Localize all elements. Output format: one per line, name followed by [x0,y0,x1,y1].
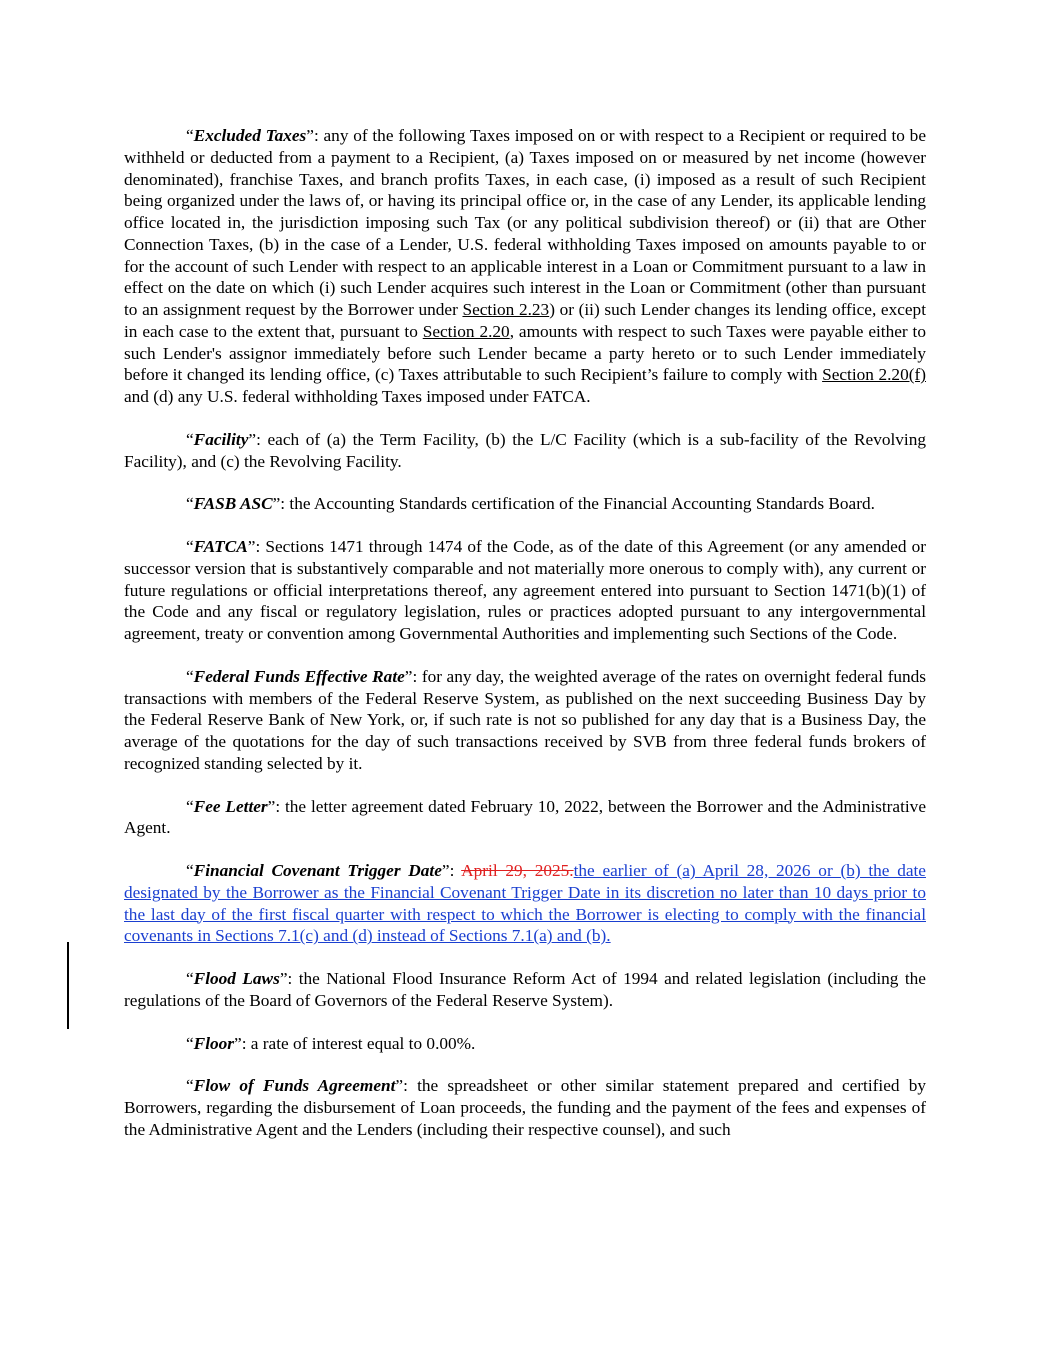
defined-term: Federal Funds Effective Rate [193,666,405,686]
defined-term: Excluded Taxes [193,126,307,145]
defined-term: FATCA [193,537,248,556]
section-reference: Section 2.23 [462,300,550,319]
definition-flow-of-funds-agreement: “Flow of Funds Agreement”: the spreadsheet or other similar statement prepared and certified by Borrowers, regarding the disbursement of Loan proceeds, the funding and the payment of the fees and expenses of the Administrative Agent and the Lenders (including their respective counsel), and such [124,1076,926,1139]
defined-term: Flow of Funds Agreement [193,1076,396,1096]
defined-term: FASB ASC [193,494,273,514]
definition-fasb-asc: “FASB ASC”: the Accounting Standards certification of the Financial Accounting Standards Board. [186,494,875,514]
definition-facility: “Facility”: each of (a) the Term Facility, (b) the L/C Facility (which is a sub-facility of the Revolving Facility), and (c) the Revolving Facility. [124,429,926,471]
inserted-text: the earlier of (a) April 28, 2026 or (b) the date designated by the Borrower as the Financial Covenant Trigger Date in its discretion no later than 10 days prior to the last day of the first fiscal quarter with respect to which the Borrower is electing to comply with the financial covenants in Sections 7.1(c) and (d) instead of Sections 7.1(a) and (b). [124,861,926,946]
document-body [124,125,926,1162]
defined-term: Facility [193,429,249,449]
deleted-text: April 29, 2025. [461,861,574,880]
definition-fatca: “FATCA”: Sections 1471 through 1474 of the Code, as of the date of this Agreement (or any amended or successor version that is substantively comparable and not materially more onerous to comply with), any current or future regulations or official interpretations thereof, any agreement entered into pursuant to Section 1471(b)(1) of the Code and any fiscal or regulatory legislation, rules or practices adopted pursuant to any intergovernmental agreement, treaty or convention among Governmental Authorities and implementing such Sections of the Code. [124,537,926,643]
defined-term: Financial Covenant Trigger Date [193,861,442,880]
change-bar [67,942,69,1029]
definition-fee-letter: “Fee Letter”: the letter agreement dated February 10, 2022, between the Borrower and the Administrative Agent. [124,796,926,838]
definition-excluded-taxes: “Excluded Taxes”: any of the following Taxes imposed on or with respect to a Recipient or required to be withheld or deducted from a payment to a Recipient, (a) Taxes imposed on or measured by net income (however denominated), franchise Taxes, and branch profits Taxes, in each case, (i) imposed as a result of such Recipient being organized under the laws of, or having its principal office or, in the case of any Lender, its applicable lending office located in, the jurisdiction imposing such Tax (or any political subdivision thereof) or (ii) that are Other Connection Taxes, (b) in the case of a Lender, U.S. federal withholding Taxes imposed on amounts payable to or for the account of such Lender with respect to an applicable interest in a Loan or Commitment pursuant to a law in effect on the date on which (i) such Lender acquires such interest in the Loan or Commitment (other than pursuant to an assignment request by the Borrower under Section 2.23) or (ii) such Lender changes its lending office, except in each case to the extent that, pursuant to Section 2.20, amounts with respect to such Taxes were payable either to such Lender's assignor immediately before such Lender became a party hereto or to such Lender immediately before it changed its lending office, (c) Taxes attributable to such Recipient’s failure to comply with Section 2.20(f) and (d) any U.S. federal withholding Taxes imposed under FATCA. [124,126,926,406]
defined-term: Floor [193,1033,235,1053]
definition-floor: “Floor”: a rate of interest equal to 0.00%. [186,1033,476,1053]
definition-flood-laws: “Flood Laws”: the National Flood Insurance Reform Act of 1994 and related legislation (including the regulations of the Board of Governors of the Federal Reserve System). [124,969,926,1010]
section-reference: Section 2.20 [422,321,510,341]
defined-term: Fee Letter [193,796,268,816]
section-reference: Section 2.20(f) [822,365,926,385]
definition-financial-covenant-trigger-date: “Financial Covenant Trigger Date”: April 29, 2025.the earlier of (a) April 28, 2026 or (b) the date designated by the Borrower as the Financial Covenant Trigger Date in its discretion no later than 10 days prior to the last day of the first fiscal quarter with respect to which the Borrower is electing to comply with the financial covenants in Sections 7.1(c) and (d) instead of Sections 7.1(a) and (b). [124,861,926,946]
definition-federal-funds-effective-rate: “Federal Funds Effective Rate”: for any day, the weighted average of the rates on overnight federal funds transactions with members of the Federal Reserve System, as published on the next succeeding Business Day by the Federal Reserve Bank of New York, or, if such rate is not so published for any day that is a Business Day, the average of the quotations for the day of such transactions received by SVB from three federal funds brokers of recognized standing selected by it. [124,666,926,773]
defined-term: Flood Laws [193,969,280,988]
